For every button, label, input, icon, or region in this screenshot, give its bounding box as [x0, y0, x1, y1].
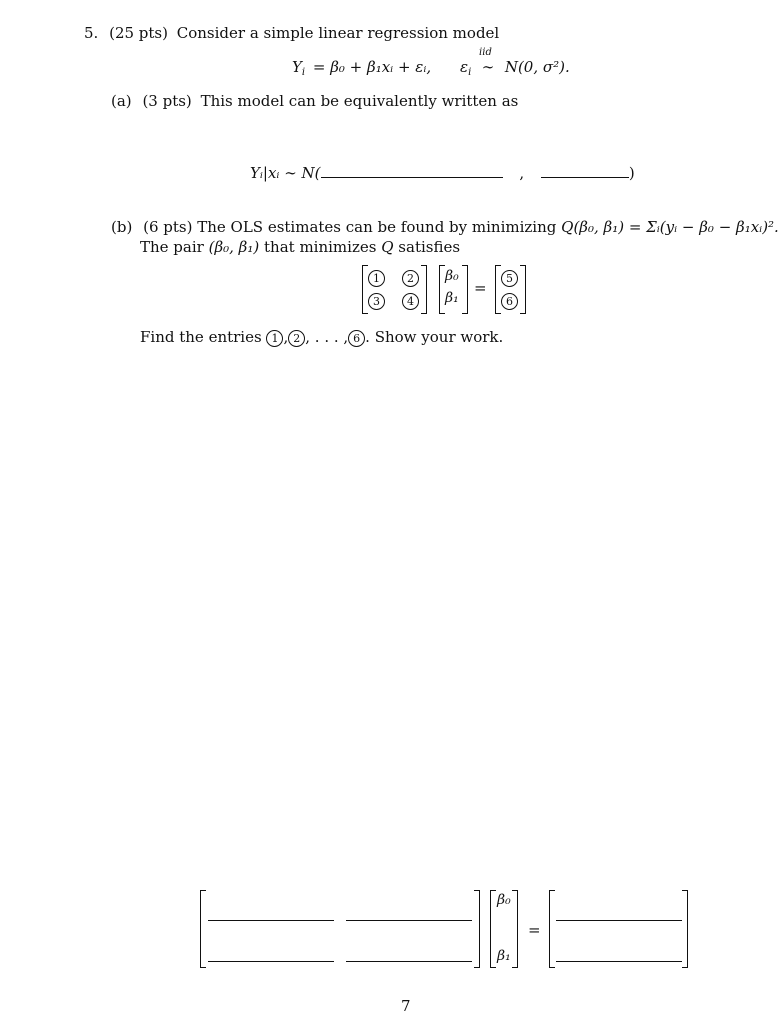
answer-beta0: β₀ [497, 892, 511, 908]
answer-blank-4[interactable] [346, 961, 472, 962]
model-rhs: = β₀ + β₁xᵢ + εᵢ, [312, 58, 432, 76]
answer-rhs-right-bracket [682, 890, 688, 968]
error-distribution: $\varepsilon_i$ iid ∼ N(0, σ²). [460, 47, 570, 78]
answer-beta-right-bracket [512, 890, 518, 968]
entry-ref-2: 2 [288, 330, 305, 347]
answer-beta-left-bracket [490, 890, 496, 968]
model-equation: $Y_i = \beta_0$ + β₁xᵢ + εᵢ, [292, 58, 432, 78]
mean-blank[interactable] [321, 177, 503, 178]
entry-4: 4 [402, 291, 419, 310]
answer-right-bracket [474, 890, 480, 968]
rhs-right-bracket [520, 265, 526, 314]
right-bracket [421, 265, 427, 314]
beta0-symbol: β₀ [445, 268, 459, 284]
entry-2: 2 [402, 268, 419, 287]
answer-blank-6[interactable] [556, 961, 682, 962]
find-entries-instruction: Find the entries 1 , 2 , . . . , 6 . Show your work. [140, 328, 504, 346]
variance-blank[interactable] [541, 177, 629, 178]
part-a-lhs: Yᵢ|xᵢ ∼ N( [250, 164, 321, 182]
part-a-statement [111, 92, 518, 110]
part-b-text1: The OLS estimates can be found by minimizing [197, 218, 557, 236]
answer-equals: = [528, 921, 541, 939]
beta-pair: (β₀, β₁) [208, 238, 260, 256]
part-a-answer-line [250, 164, 635, 182]
problem-intro: Consider a simple linear regression model [176, 24, 500, 42]
part-b-statement-2 [140, 238, 460, 256]
iid-label: iid [479, 47, 492, 58]
equals-sign: = [474, 279, 487, 297]
part-a-close: ) [628, 164, 635, 182]
entry-5: 5 [501, 268, 518, 287]
answer-left-bracket [200, 890, 206, 968]
part-a-points: (3 pts) [142, 92, 192, 110]
part-b-statement [111, 218, 779, 236]
find-ellipsis: , . . . , [305, 328, 349, 346]
entry-ref-1: 1 [266, 330, 283, 347]
part-b-text2-post: that minimizes [264, 238, 377, 256]
problem-points: (25 pts) [109, 24, 168, 42]
find-pre: Find the entries [140, 328, 262, 346]
part-a-label: (a) [111, 92, 132, 110]
q-symbol: Q [381, 238, 394, 256]
answer-blank-3[interactable] [208, 961, 334, 962]
part-b-text2-pre: The pair [140, 238, 204, 256]
answer-blank-1[interactable] [208, 920, 334, 921]
entry-ref-6: 6 [348, 330, 365, 347]
part-b-label: (b) [111, 218, 133, 236]
problem-number: 5. [84, 24, 99, 42]
page-number: 7 [401, 997, 411, 1015]
part-b-points: (6 pts) [143, 218, 193, 236]
error-dist-text: N(0, σ²). [504, 58, 570, 76]
beta-right-bracket [462, 265, 468, 314]
satisfies-word: satisfies [398, 238, 461, 256]
part-a-text: This model can be equivalently written as [200, 92, 519, 110]
model-lhs: Y [292, 58, 302, 76]
problem-header [84, 24, 499, 42]
answer-rhs-left-bracket [549, 890, 555, 968]
entry-3: 3 [368, 291, 385, 310]
entry-6: 6 [501, 291, 518, 310]
answer-blank-5[interactable] [556, 920, 682, 921]
answer-blank-2[interactable] [346, 920, 472, 921]
beta1-symbol: β₁ [445, 290, 459, 306]
entry-1: 1 [368, 268, 385, 287]
answer-beta1: β₁ [497, 948, 511, 964]
part-a-separator: , [519, 164, 525, 182]
find-post: . Show your work. [365, 328, 504, 346]
objective-function: Q(β₀, β₁) = Σᵢ(yᵢ − β₀ − β₁xᵢ)². [561, 218, 779, 236]
